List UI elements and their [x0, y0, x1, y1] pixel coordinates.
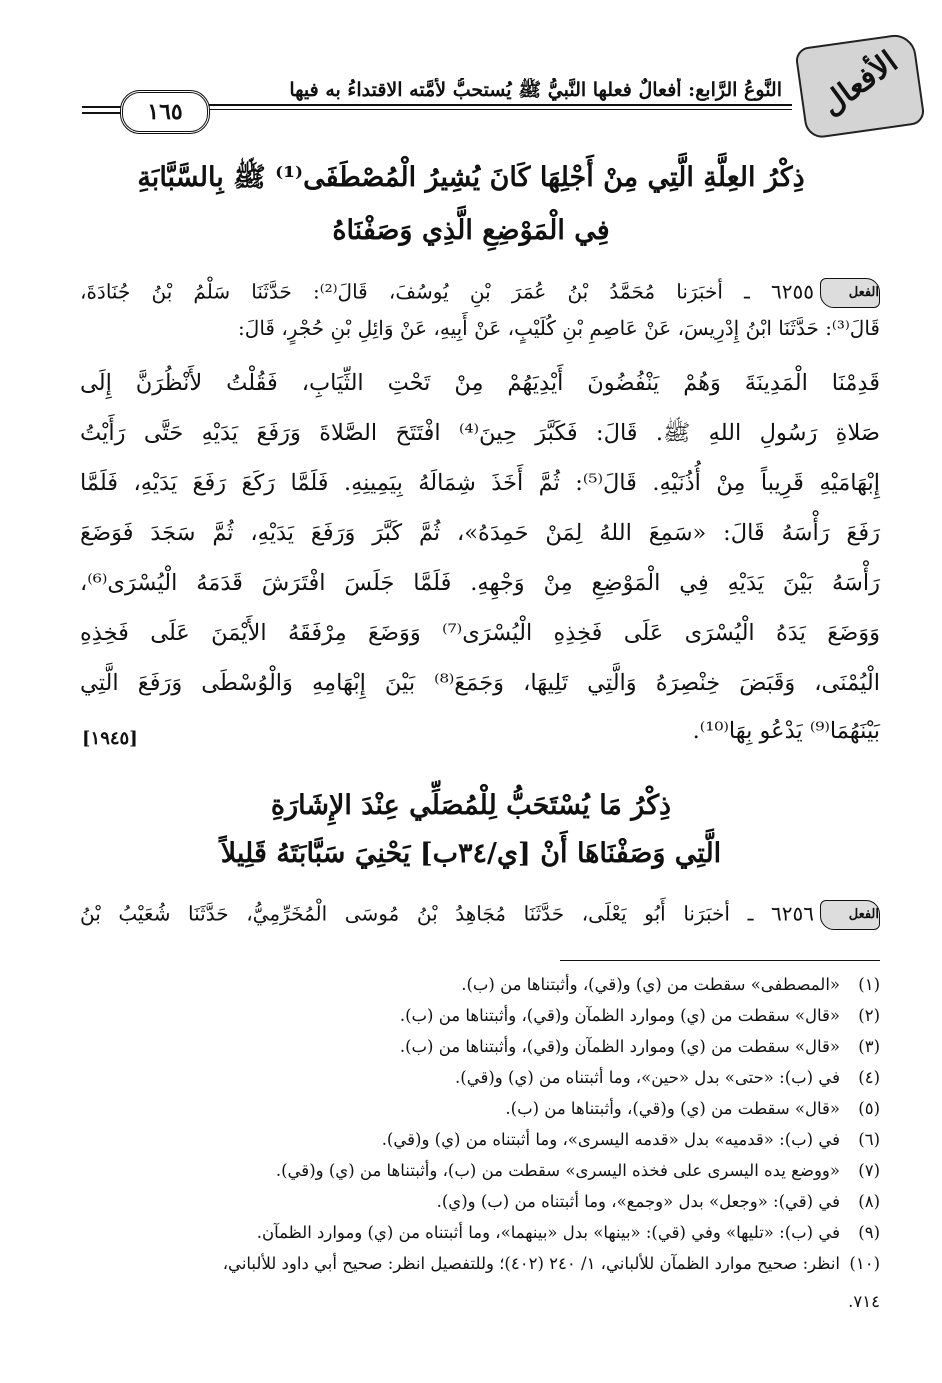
cross-reference: [١٩٤٥] [82, 728, 138, 749]
footnote [80, 1099, 880, 1118]
isnad-line: قَالَ⁽³⁾: حَدَّثَنَا ابْنُ إِدْرِيسَ، عَنْ عَاصِمِ بْنِ كُلَيْبٍ، عَنْ أَبِيهِ، عَنْ وَائِلِ بْنِ حُجْرٍ، قَالَ: [238, 316, 880, 340]
page-number: ١٦٥ [120, 90, 210, 134]
footnote-text: في (ب): «قدميه» بدل «قدمه اليسرى»، وما أثبتناه من (ي) و(قي). [381, 1130, 840, 1149]
isnad-text: ٦٢٥٦ ـ أخبَرَنا أَبُو يَعْلَى، حَدَّثَنَا مُجَاهِدُ بْنُ مُوسَى الْمُخَرِّمِيُّ، حَدَّثَنَا شُعَيْبُ بْنُ [80, 901, 814, 926]
running-title: النَّوعُ الرَّابع: أفعالٌ فعلها النَّبيُّ ﷺ يُستحبُّ لأمَّته الاقتداءُ به فيها [289, 79, 782, 101]
section-heading-line: الَّتِي وَصَفْنَاهَا أَنْ [ي/٣٤ب] يَحْنِيَ سَبَّابَتَهُ قَلِيلاً [220, 838, 722, 869]
footnote [80, 1223, 880, 1242]
matn-line: رَفَعَ رَأْسَهُ قَالَ: «سَمِعَ اللهُ لِمَنْ حَمِدَهُ»، ثُمَّ كَبَّرَ وَرَفَعَ يَدَيْهِ، ثُمَّ سَجَدَ فَوَضَعَ [80, 520, 880, 546]
chapter-badge [794, 32, 926, 140]
footnote [80, 1192, 880, 1211]
footnote-text: «قال» سقطت من (ي) و(قي)، وأثبتناها من (ب). [505, 1099, 840, 1118]
matn-line: رَأْسَهُ بَيْنَ يَدَيْهِ فِي الْمَوْضِعِ مِنْ وَجْهِهِ. فَلَمَّا جَلَسَ افْتَرَشَ قَدَمَهُ الْيُسْرَى⁽⁶⁾، [80, 570, 880, 596]
header-rule [202, 109, 792, 110]
matn-line: وَوَضَعَ يَدَهُ الْيُسْرَى عَلَى فَخِذِهِ الْيُسْرَى⁽⁷⁾ وَوَضَعَ مِرْفَقَهُ الأَيْمَنَ عَلَى فَخِذِهِ [80, 620, 880, 646]
footnote-text: «ووضع يده اليسرى على فخذه اليسرى» سقطت من (ب)، وأثبتناها من (ي) و(قي). [275, 1161, 840, 1180]
footnote [80, 1161, 880, 1180]
footnote-number: (٣) [858, 1037, 880, 1056]
matn-line: قَدِمْنَا الْمَدِينَةَ وَهُمْ يَنْفُضُونَ أَيْدِيَهُمْ مِنْ تَحْتِ الثِّيَابِ، فَقُلْتُ لأَنْظُرَنَّ إِلَى [80, 370, 880, 396]
fil-icon: الفعل [820, 278, 880, 308]
matn-line: الْيُمْنَى، وَقَبَضَ خِنْصِرَهُ وَالَّتِي تَلِيهَا، وَجَمَعَ⁽⁸⁾ بَيْنَ إِبْهَامِهِ وَالْوُسْطَى وَرَفَعَ الَّتِي [80, 670, 880, 696]
footnote-separator [560, 960, 880, 961]
footnote-number: (٩) [858, 1223, 880, 1242]
footnote-number: (٥) [858, 1099, 880, 1118]
footnote-text: «قال» سقطت من (ي) وموارد الظمآن و(قي)، وأثبتناها من (ب). [399, 1037, 840, 1056]
matn-line: إِبْهَامَيْهِ قَرِيباً مِنْ أُذُنَيْهِ. قَالَ⁽⁵⁾: ثُمَّ أَخَذَ شِمَالَهُ بِيَمِينِهِ. فَلَمَّا رَكَعَ رَفَعَ يَدَيْهِ، فَلَمَّا [80, 470, 880, 496]
isnad-line [80, 278, 880, 308]
matn-line: بَيْنَهُمَا⁽⁹⁾ يَدْعُو بِهَا⁽¹⁰⁾. [692, 718, 880, 744]
footnote-text: «المصطفى» سقطت من (ي) و(قي)، وأثبتناها من (ب). [461, 975, 840, 994]
footnote-number: (٤) [858, 1068, 880, 1087]
footnote-text: «قال» سقطت من (ي) وموارد الظمآن و(قي)، وأثبتناها من (ب). [399, 1006, 840, 1025]
chapter-badge-label: الأفعال [814, 44, 905, 123]
matn-line: صَلاةِ رَسُولِ اللهِ ﷺ. قَالَ: فَكَبَّرَ حِينَ⁽⁴⁾ افْتَتَحَ الصَّلاةَ وَرَفَعَ يَدَيْهِ حَتَّى رَأَيْتُ [80, 420, 880, 446]
section-heading-line: فِي الْمَوْضِعِ الَّذِي وَصَفْنَاهُ [332, 215, 610, 246]
footnote-number: (١٠) [849, 1254, 880, 1273]
fil-icon: الفعل [820, 900, 880, 930]
section-heading-line: ذِكْرُ العِلَّةِ الَّتِي مِنْ أَجْلِهَا كَانَ يُشِيرُ الْمُصْطَفَى⁽¹⁾ ﷺ بِالسَّبَّابَةِ [137, 162, 805, 193]
section-heading-line: ذِكْرُ مَا يُسْتَحَبُّ لِلْمُصَلِّي عِنْدَ الإِشَارَةِ [270, 790, 672, 821]
footnote [80, 1130, 880, 1149]
isnad-text: ٦٢٥٥ ـ أخبَرَنا مُحَمَّدُ بْنُ عُمَرَ بْنِ يُوسُفَ، قَالَ⁽²⁾: حَدَّثَنَا سَلْمُ بْنُ جُنَادَةَ، [80, 279, 814, 304]
footnote [80, 1068, 880, 1087]
header-rule [82, 106, 122, 108]
footnote-text: في (ب): «حتى» بدل «حين»، وما أثبتناه من (ي) و(قي). [455, 1068, 840, 1087]
footnote [80, 1254, 880, 1273]
footnote [80, 1037, 880, 1056]
header-rule [82, 112, 122, 114]
footnote [80, 975, 880, 994]
isnad-line [80, 900, 880, 930]
footnote-continuation: ٧١٤. [848, 1292, 880, 1311]
footnote-number: (٧) [858, 1161, 880, 1180]
footnote-text: انظر: صحيح موارد الظمآن للألباني، ١/ ٢٤٠ (٤٠٢)؛ وللتفصيل انظر: صحيح أبي داود للألباني، [222, 1254, 840, 1273]
page-header [62, 40, 905, 130]
footnote-text: في (ب): «تليها» وفي (قي): «بينها» بدل «بينهما»، وما أثبتناه من (ي) وموارد الظمآن. [256, 1223, 840, 1242]
footnote-number: (٨) [858, 1192, 880, 1211]
footnote-number: (١) [858, 975, 880, 994]
footnote-text: في (قي): «وجعل» بدل «وجمع»، وما أثبتناه من (ب) و(ي). [436, 1192, 840, 1211]
footnote-number: (٦) [858, 1130, 880, 1149]
footnote-number: (٢) [858, 1006, 880, 1025]
footnote [80, 1006, 880, 1025]
header-rule [202, 104, 792, 106]
